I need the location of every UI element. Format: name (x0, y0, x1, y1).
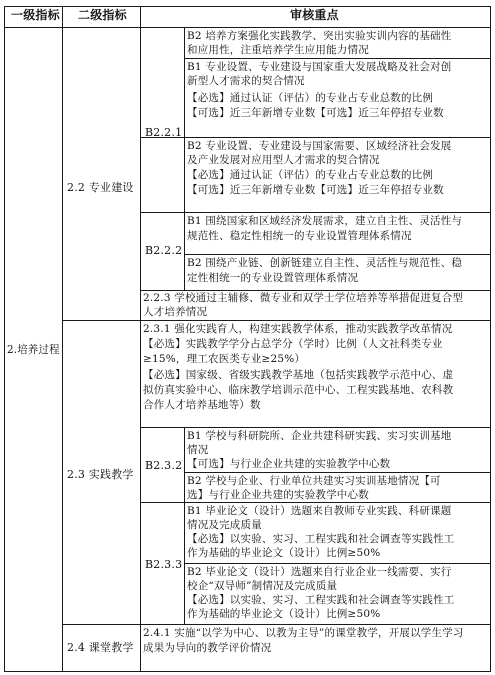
criteria-line: 选】与行业企业共建的实验教学中心数 (187, 489, 369, 501)
header-divider (4, 27, 491, 28)
criteria-line: 【必选】通过认证（评估）的专业占专业总数的比例 (187, 92, 434, 104)
row-line (62, 624, 491, 625)
criteria-line: 成果为导向的教学评价情况 (143, 642, 272, 654)
criteria-line: B2 培养方案强化实践教学、突出实验实训内容的基础性 (187, 30, 452, 42)
criteria-line: 作为基础的毕业论文（设计）比例≥50% (187, 608, 381, 620)
criteria-line: B2 学校与企业、行业单位共建实习实训基地情况【可 (187, 475, 441, 487)
code-divider-22 (184, 27, 185, 290)
row-line (140, 212, 491, 213)
table-border-top (4, 6, 491, 7)
criteria-line: 情况及完成质量 (187, 519, 262, 531)
criteria-line: 【可选】近三年新增专业数【可选】近三年停招专业数 (187, 184, 444, 196)
criteria-line: 情况 (187, 444, 209, 456)
code-divider-23 (184, 427, 185, 624)
criteria-line: B2 毕业论文（设计）选题来自行业企业一线需要、实行 (187, 566, 452, 578)
header-level1: 一级指标 (11, 8, 60, 22)
level2-label-24: 2.4 课堂教学 (67, 641, 134, 654)
row-line (184, 563, 491, 564)
code-b2222: B2.2.2 (145, 244, 183, 257)
criteria-line: 规范性、稳定性相统一的专业设置管理体系情况 (187, 230, 412, 242)
criteria-line: B1 学校与科研院所、企业共建科研实践、实习实训基地 (187, 430, 452, 442)
row-line (184, 254, 491, 255)
row-line (140, 290, 491, 291)
criteria-line: 校企“双导师”制情况及完成质量 (187, 580, 338, 592)
criteria-line: 【必选】实践教学学分占总学分（学时）比例（人文社科类专业 (143, 338, 443, 350)
criteria-line: 【必选】国家级、省级实践教学基地（包括实践教学示范中心、虚 (143, 369, 454, 381)
criteria-line: ≥15%，理工农医类专业≥25%） (143, 353, 306, 365)
level2-label-22: 2.2 专业建设 (67, 181, 134, 194)
col-divider-2 (140, 6, 141, 672)
criteria-line: 【可选】与行业企业共建的实验教学中心数 (187, 458, 391, 470)
criteria-line: B1 围绕国家和区域经济发展需求，建立自主性、灵活性与 (187, 215, 463, 227)
criteria-line: 人才培养情况 (143, 306, 208, 318)
criteria-line: 新型人才需求的契合情况 (187, 75, 305, 87)
criteria-line: B1 专业设置、专业建设与国家重大发展战略及社会对创 (187, 61, 452, 73)
level1-label: 2.培养过程 (7, 343, 60, 356)
row-line (184, 137, 491, 138)
criteria-line: 作为基础的毕业论文（设计）比例≥50% (187, 547, 381, 559)
row-line (140, 502, 491, 503)
row-line (184, 472, 491, 473)
criteria-line: 2.3.1 强化实践育人，构建实践教学体系，推动实践教学改革情况 (143, 323, 453, 335)
criteria-line: 定性相统一的专业设置管理体系情况 (187, 272, 359, 284)
criteria-line: 2.4.1 实施“以学为中心、以教为主导”的课堂教学，开展以学生学习 (143, 627, 464, 639)
criteria-line: 【必选】通过认证（评估）的专业占专业总数的比例 (187, 169, 434, 181)
code-b232: B2.3.2 (145, 459, 183, 472)
table-border-left (4, 6, 5, 672)
criteria-line: 和应用性，注重培养学生应用能力情况 (187, 44, 369, 56)
criteria-line: 2.2.3 学校通过主辅修、微专业和双学士学位培养等举措促进复合型 (143, 292, 464, 304)
row-line (140, 427, 491, 428)
row-line (62, 320, 491, 321)
criteria-line: B1 毕业论文（设计）选题来自教师专业实践、科研课题 (187, 505, 452, 517)
row-line (184, 58, 491, 59)
criteria-line: 【必选】以实验、实习、工程实践和社会调查等实践性工 (187, 533, 455, 545)
criteria-line: 拟仿真实验中心、临床教学培训示范中心、工程实践基地、农科教 (143, 384, 454, 396)
criteria-line: 【可选】近三年新增专业数【可选】近三年停招专业数 (187, 107, 444, 119)
criteria-line: 及产业发展对应用型人才需求的契合情况 (187, 154, 380, 166)
table-border-bottom (4, 671, 491, 672)
code-b2221: B2.2.1 (145, 126, 183, 139)
code-b233: B2.3.3 (145, 558, 183, 571)
col-divider-1 (62, 6, 63, 672)
criteria-line: B2 专业设置、专业建设与国家需要、区域经济社会发展 (187, 140, 452, 152)
table-border-right (490, 6, 491, 672)
header-review-focus: 审核重点 (290, 8, 339, 22)
level2-label-23: 2.3 实践教学 (67, 468, 134, 481)
criteria-line: 合作人才培养基地等）数 (143, 399, 261, 411)
criteria-line: B2 围绕产业链、创新链建立自主性、灵活性与规范性、稳 (187, 257, 463, 269)
criteria-line: 【必选】以实验、实习、工程实践和社会调查等实践性工 (187, 594, 455, 606)
header-level2: 二级指标 (78, 8, 127, 22)
